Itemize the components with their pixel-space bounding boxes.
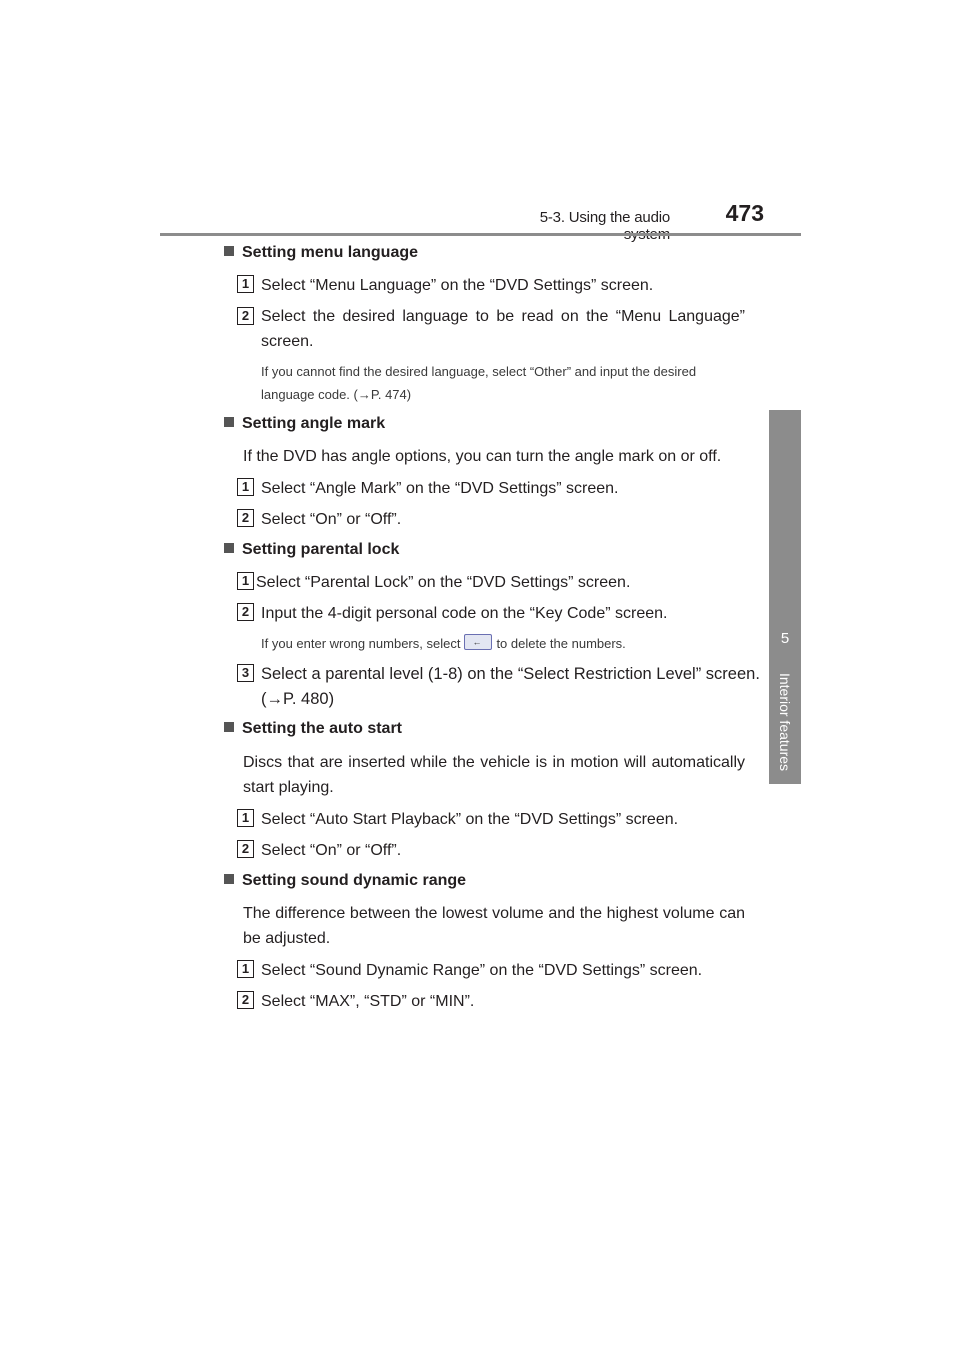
heading-text: Setting parental lock — [242, 541, 400, 558]
step-text: Select “Menu Language” on the “DVD Settings” screen. — [261, 277, 654, 294]
step-text: Input the 4-digit personal code on the “Key Code” screen. — [261, 605, 668, 622]
page-number: 473 — [725, 200, 764, 226]
step-number: 3 — [237, 664, 254, 682]
intro-text: If the DVD has angle options, you can turn the angle mark on or off. — [243, 448, 722, 465]
section-heading — [224, 720, 402, 738]
heading-text: Setting the auto start — [242, 720, 403, 737]
page-header — [0, 0, 960, 240]
step-number: 2 — [237, 991, 254, 1009]
step-text: Select a parental level (1-8) on the “Select Restriction Level” screen. — [261, 665, 760, 683]
section-heading — [224, 244, 418, 262]
chapter-label: Interior features — [777, 672, 793, 772]
note-text: If you cannot find the desired language, select “Other” and input the desired — [261, 364, 697, 379]
step-text: Select “On” or “Off”. — [261, 511, 402, 528]
step-text: Select the desired language to be read on the “Menu Language” screen. — [261, 308, 745, 350]
backspace-key-icon: ← — [464, 634, 492, 650]
step-number: 1 — [237, 809, 254, 827]
step-text: Select “MAX”, “STD” or “MIN”. — [261, 993, 475, 1010]
step-text: Select “Angle Mark” on the “DVD Settings” screen. — [261, 480, 619, 497]
step-number: 1 — [237, 960, 254, 978]
intro-text: Discs that are inserted while the vehicle is in motion will automatically start playing. — [243, 754, 745, 796]
step-number: 2 — [237, 840, 254, 858]
section-heading — [224, 541, 399, 559]
step-number: 2 — [237, 307, 254, 325]
square-bullet-icon — [224, 417, 234, 427]
note-text-after: to delete the numbers. — [496, 636, 626, 651]
note-text: language code. (→P. 474) — [261, 387, 412, 402]
step-number: 2 — [237, 603, 254, 621]
header-rule — [160, 233, 801, 236]
step-number: 1 — [237, 572, 254, 590]
step-text: Select “Sound Dynamic Range” on the “DVD Settings” screen. — [261, 962, 703, 979]
step-text: Select “Auto Start Playback” on the “DVD Settings” screen. — [261, 811, 679, 828]
heading-text: Setting sound dynamic range — [242, 872, 467, 889]
section-heading — [224, 415, 385, 433]
note-text-before: If you enter wrong numbers, select — [261, 636, 461, 651]
step-text: Select “Parental Lock” on the “DVD Settings” screen. — [256, 574, 631, 591]
square-bullet-icon — [224, 543, 234, 553]
step-text-continued: (→P. 480) — [261, 690, 335, 708]
step-number: 1 — [237, 478, 254, 496]
intro-text: The difference between the lowest volume and the highest volume can be adjusted. — [243, 905, 745, 947]
chapter-number: 5 — [780, 630, 790, 647]
heading-text: Setting angle mark — [242, 415, 386, 432]
section-heading — [224, 872, 466, 890]
step-text: Select “On” or “Off”. — [261, 842, 402, 859]
section-title: 5-3. Using the audio — [539, 209, 670, 226]
heading-text: Setting menu language — [242, 244, 419, 261]
square-bullet-icon — [224, 722, 234, 732]
step-number: 1 — [237, 275, 254, 293]
square-bullet-icon — [224, 874, 234, 884]
note-text — [261, 633, 626, 655]
square-bullet-icon — [224, 246, 234, 256]
step-number: 2 — [237, 509, 254, 527]
